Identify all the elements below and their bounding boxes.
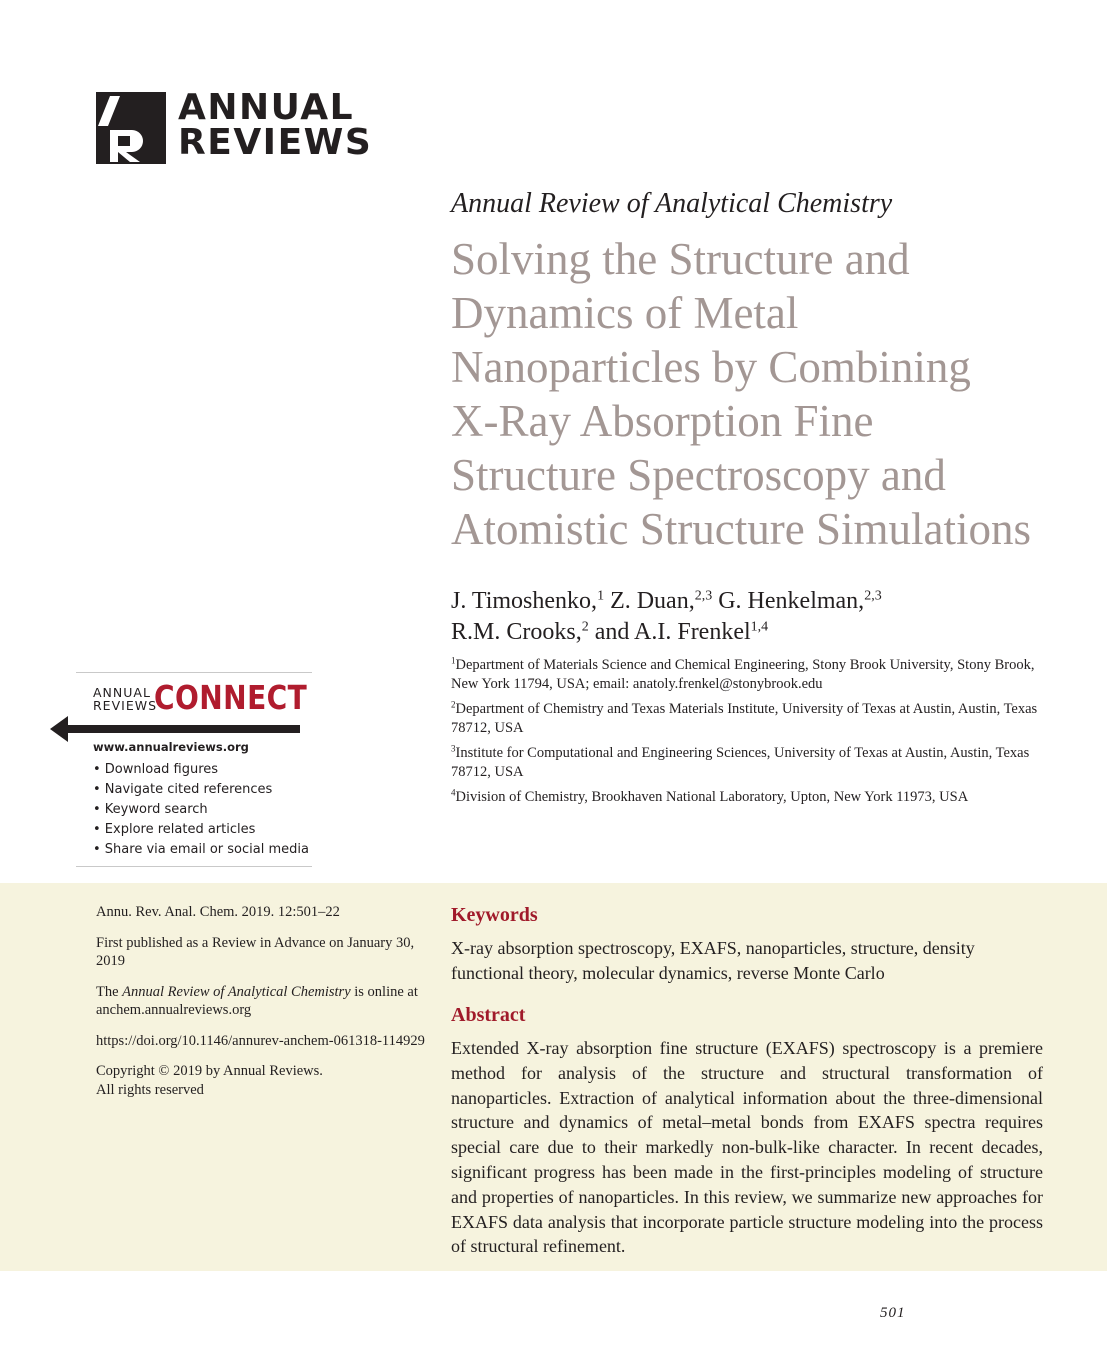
published-date: First published as a Review in Advance on January 30, 2019 (96, 934, 415, 969)
divider (76, 866, 312, 867)
keywords-text: X-ray absorption spectroscopy, EXAFS, nanoparticles, structure, density functional theory, molecular dynamics, reverse Monte Carlo (451, 938, 975, 983)
author: R.M. Crooks,$^2$ (451, 619, 589, 645)
affiliation: $^2$Department of Chemistry and Texas Materials Institute, University of Texas at Austin, Austin, Texas 78712, USA (451, 699, 1038, 736)
list-item: • Share via email or social media (93, 842, 309, 857)
logo-line-1: ANNUAL (178, 87, 355, 128)
copyright: Copyright © 2019 by Annual Reviews. All rights reserved (96, 1063, 323, 1098)
online-note: The Annual Review of Analytical Chemistry is online at anchem.annualreviews.org (96, 983, 418, 1018)
list-item: • Navigate cited references (93, 782, 273, 797)
affiliation: $^4$Division of Chemistry, Brookhaven National Laboratory, Upton, New York 11973, USA (451, 787, 969, 805)
divider (76, 672, 312, 673)
page-number: 501 (880, 1305, 906, 1321)
connect-feature-list (93, 760, 309, 860)
connect-brand-small: ANNUAL REVIEWS (93, 685, 158, 713)
article-title: Solving the Structure and Dynamics of Metal Nanoparticles by Combining X-Ray Absorption Fine Structure Spectroscopy and Atomistic Structure Simulations (451, 234, 1031, 554)
connect-brand-title: CONNECT (154, 678, 308, 717)
ar-logo-mark-icon (96, 92, 166, 164)
affiliations (451, 656, 1051, 813)
publication-meta (96, 903, 426, 1111)
author: J. Timoshenko,$^1$ (451, 588, 605, 614)
annual-reviews-logo (96, 87, 376, 166)
logo-wordmark (178, 87, 373, 163)
logo-line-2: REVIEWS (178, 122, 373, 163)
keywords-heading: Keywords (451, 904, 538, 926)
author: Z. Duan,$^{2,3}$ (610, 588, 713, 614)
journal-name: Annual Review of Analytical Chemistry (451, 188, 893, 219)
abstract-heading: Abstract (451, 1004, 526, 1026)
citation: Annu. Rev. Anal. Chem. 2019. 12:501–22 (96, 904, 340, 920)
abstract-text: Extended X-ray absorption fine structure (EXAFS) spectroscopy is a premiere method for analysis of the structure and structural transformation of nanoparticles. Extraction of analytical information about the three-dimensional structure and dynamics of metal–metal bonds from EXAFS spectra requires special care due to their markedly non-bulk-like character. In recent decades, significant progress has been made in the first-principles modeling of structure and properties of nanoparticles. In this review, we summarize new approaches for EXAFS data analysis that incorporate particle structure modeling into the process of structural refinement. (451, 1038, 1043, 1257)
list-item: • Explore related articles (93, 822, 256, 837)
author: G. Henkelman,$^{2,3}$ (718, 588, 882, 614)
affiliation: $^1$Department of Materials Science and Chemical Engineering, Stony Brook University, Stony Brook, New York 11794, USA; email: anatoly.frenkel@stonybrook.edu (451, 655, 1035, 692)
affiliation: $^3$Institute for Computational and Engineering Sciences, University of Texas at Austin, Austin, Texas 78712, USA (451, 743, 1030, 780)
connect-url[interactable]: www.annualreviews.org (93, 740, 249, 754)
list-item: • Keyword search (93, 802, 208, 817)
author-list (451, 586, 1071, 648)
annual-reviews-connect-box (50, 672, 312, 868)
list-item: • Download figures (93, 762, 219, 777)
doi-link[interactable]: https://doi.org/10.1146/annurev-anchem-061318-114929 (96, 1032, 425, 1049)
author: and A.I. Frenkel$^{1,4}$ (594, 619, 769, 645)
